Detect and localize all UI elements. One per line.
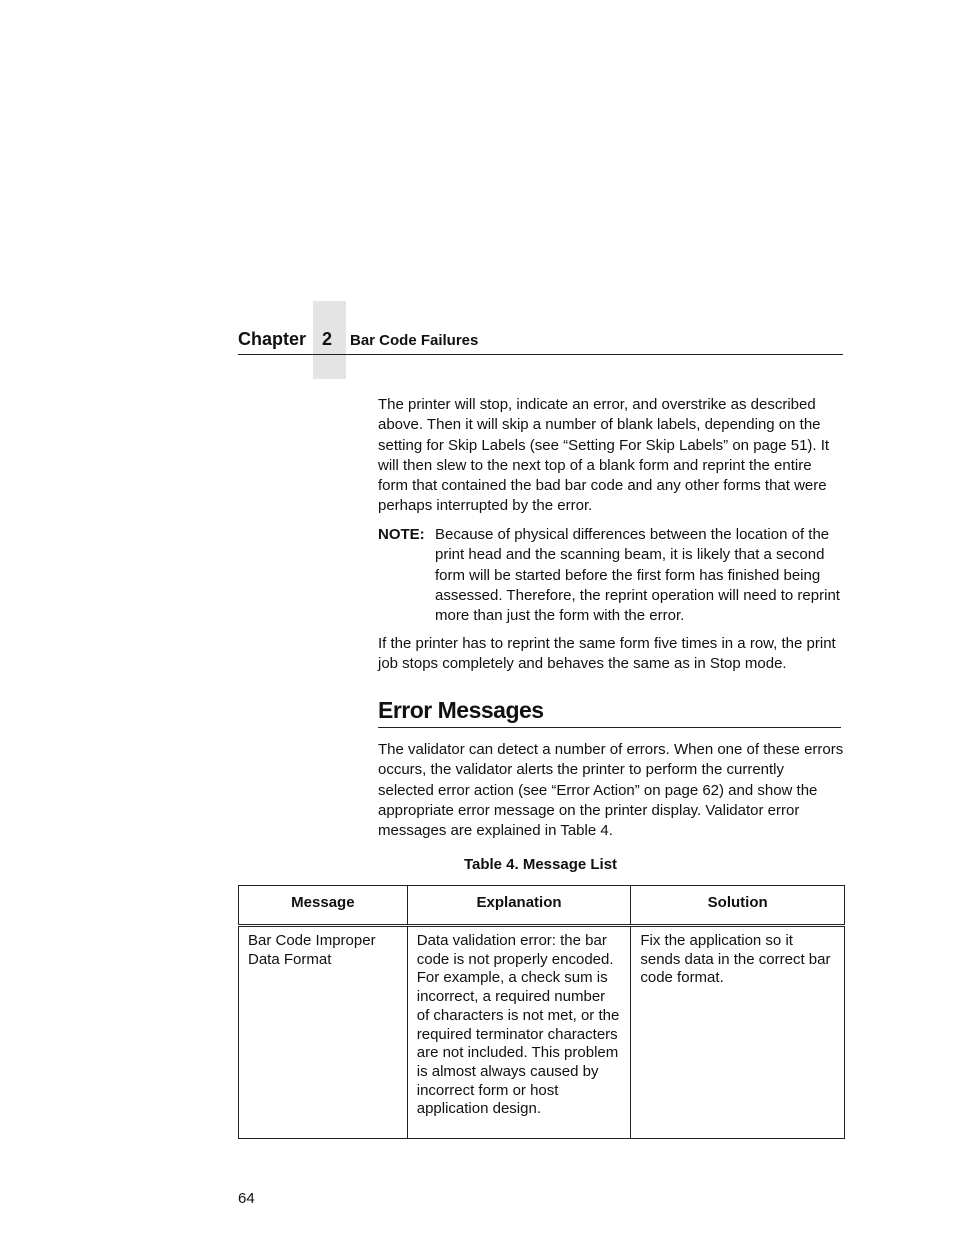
body-paragraph-2: If the printer has to reprint the same form five times in a row, the print job stops completely and behaves the same as in Stop mode. bbox=[378, 635, 836, 673]
body-paragraph-1: The printer will stop, indicate an error, and overstrike as described above. Then it will skip a number of blank labels, depending on the setting for Skip Labels (see “Setting For Skip Labels” on page 51). It will then slew to the next top of a blank form and reprint the entire form that contained the bad bar code and any other forms that were perhaps interrupted by the error. bbox=[378, 396, 830, 515]
note-text: Because of physical differences between the location of the print head and the scanning beam, it is likely that a second form will be started before the first form has finished being assessed. Therefore, the reprint operation will need to reprint more than just the form with the error. bbox=[435, 526, 840, 625]
chapter-title: Bar Code Failures bbox=[350, 332, 479, 349]
column-header-message: Message bbox=[239, 886, 408, 926]
section-paragraph: The validator can detect a number of errors. When one of these errors occurs, the validator alerts the printer to perform the currently selected error action (see “Error Action” on page 62) and show the appropriate error message on the printer display. Validator error messages are explained in Table 4. bbox=[378, 741, 844, 840]
column-header-solution: Solution bbox=[631, 886, 845, 926]
header-divider bbox=[238, 354, 843, 355]
chapter-number: 2 bbox=[321, 329, 332, 349]
chapter-label: Chapter bbox=[238, 329, 307, 349]
section-heading: Error Messages bbox=[378, 697, 544, 723]
cell-message: Bar Code Improper Data Format bbox=[239, 926, 408, 1139]
section-divider bbox=[378, 727, 841, 728]
note-label: NOTE: bbox=[378, 526, 425, 543]
message-table bbox=[238, 885, 845, 1139]
cell-solution: Fix the application so it sends data in the correct bar code format. bbox=[631, 926, 845, 1139]
note-block bbox=[378, 525, 844, 626]
cell-explanation: Data validation error: the bar code is not properly encoded. For example, a check sum is incorrect, a required number of characters is not met, or the required terminator characters are not included. This problem is almost always caused by incorrect form or host application design. bbox=[407, 926, 631, 1139]
table-caption: Table 4. Message List bbox=[463, 856, 618, 873]
column-header-explanation: Explanation bbox=[407, 886, 631, 926]
table-row bbox=[239, 926, 845, 1139]
page-number: 64 bbox=[238, 1190, 255, 1207]
table-header-row bbox=[239, 886, 845, 926]
